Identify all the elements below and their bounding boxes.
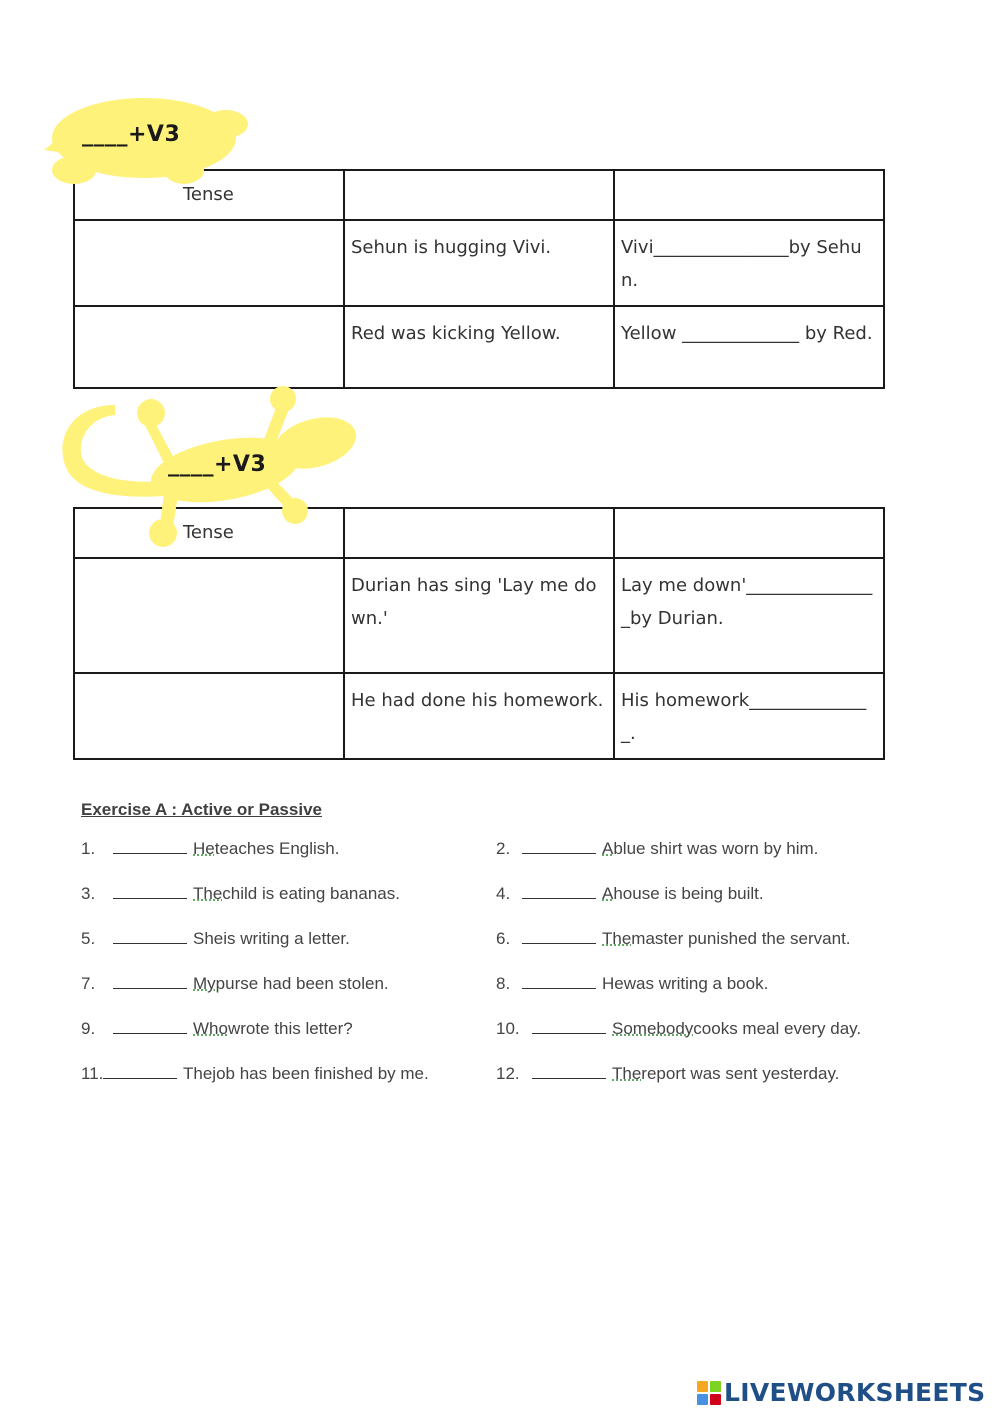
- gecko-sticker: [55, 385, 365, 550]
- tense-cell[interactable]: [74, 673, 344, 759]
- item-number: 11.: [81, 1064, 104, 1083]
- item-first-word: He: [193, 839, 215, 858]
- table-row: [74, 306, 884, 388]
- turtle-sticker-label: ____+V3: [82, 122, 181, 147]
- tense-cell[interactable]: [74, 306, 344, 388]
- table-row: [74, 220, 884, 306]
- exercise-item: [81, 882, 400, 904]
- gecko-sticker-label: ____+V3: [168, 452, 267, 477]
- item-number: 1.: [81, 839, 96, 858]
- turtle-sticker: [44, 92, 254, 192]
- item-text: purse had been stolen.: [215, 974, 389, 993]
- item-number: 7.: [81, 974, 96, 993]
- answer-blank[interactable]: [113, 927, 187, 944]
- answer-blank[interactable]: [522, 972, 596, 989]
- passive-sentence: Vivi_______________by Sehun.: [614, 220, 884, 306]
- logo-text: LIVEWORKSHEETS: [724, 1378, 986, 1407]
- active-sentence: Red was kicking Yellow.: [344, 306, 614, 388]
- item-number: 5.: [81, 929, 96, 948]
- item-text: is writing a letter.: [223, 929, 350, 948]
- item-text: job has been finished by me.: [212, 1064, 429, 1083]
- item-text: house is being built.: [613, 884, 764, 903]
- header-passive[interactable]: [614, 508, 884, 558]
- item-text: child is eating bananas.: [222, 884, 400, 903]
- tense-cell[interactable]: [74, 558, 344, 673]
- header-tense: Tense: [74, 508, 344, 558]
- header-active[interactable]: [344, 508, 614, 558]
- answer-blank[interactable]: [532, 1017, 606, 1034]
- tense-cell[interactable]: [74, 220, 344, 306]
- item-text: was writing a book.: [623, 974, 769, 993]
- exercise-item: [496, 1017, 861, 1039]
- item-number: 4.: [496, 884, 511, 903]
- item-text: master punished the servant.: [631, 929, 851, 948]
- exercise-item: [81, 972, 389, 994]
- item-number: 6.: [496, 929, 511, 948]
- exercise-item: [496, 927, 851, 949]
- exercise-item: [81, 1062, 429, 1084]
- item-first-word: The: [602, 929, 632, 948]
- item-number: 8.: [496, 974, 511, 993]
- answer-blank[interactable]: [522, 927, 596, 944]
- item-number: 12.: [496, 1064, 520, 1083]
- logo-block: [710, 1394, 721, 1405]
- item-text: wrote this letter?: [227, 1019, 353, 1038]
- item-first-word: A: [602, 884, 614, 903]
- passive-sentence: Yellow _____________ by Red.: [614, 306, 884, 388]
- active-sentence: Durian has sing 'Lay me down.': [344, 558, 614, 673]
- logo-block: [710, 1381, 721, 1392]
- logo-icon: [697, 1381, 721, 1405]
- item-first-word: My: [193, 974, 216, 993]
- item-first-word: Somebody: [612, 1019, 694, 1038]
- item-number: 10.: [496, 1019, 520, 1038]
- answer-blank[interactable]: [522, 837, 596, 854]
- liveworksheets-logo: [697, 1378, 985, 1407]
- item-text: blue shirt was worn by him.: [613, 839, 819, 858]
- item-first-word: He: [602, 974, 624, 993]
- exercise-item: [496, 882, 764, 904]
- header-tense: Tense: [74, 170, 344, 220]
- header-active[interactable]: [344, 170, 614, 220]
- exercise-item: [81, 837, 339, 859]
- answer-blank[interactable]: [532, 1062, 606, 1079]
- exercise-item: [496, 837, 818, 859]
- item-first-word: The: [193, 884, 223, 903]
- answer-blank[interactable]: [113, 1017, 187, 1034]
- item-number: 9.: [81, 1019, 96, 1038]
- item-text: teaches English.: [214, 839, 340, 858]
- header-passive[interactable]: [614, 170, 884, 220]
- passive-sentence: His homework______________.: [614, 673, 884, 759]
- answer-blank[interactable]: [522, 882, 596, 899]
- item-first-word: Who: [193, 1019, 228, 1038]
- exercise-item: [496, 1062, 839, 1084]
- item-number: 3.: [81, 884, 96, 903]
- table-row: [74, 558, 884, 673]
- answer-blank[interactable]: [103, 1062, 177, 1079]
- voice-table-1: [73, 169, 885, 389]
- table-row: [74, 673, 884, 759]
- answer-blank[interactable]: [113, 882, 187, 899]
- item-first-word: The: [183, 1064, 213, 1083]
- exercise-item: [496, 972, 768, 994]
- item-first-word: A: [602, 839, 614, 858]
- exercise-item: [81, 927, 350, 949]
- exercise-title: Exercise A : Active or Passive: [81, 800, 322, 819]
- item-first-word: The: [612, 1064, 642, 1083]
- item-text: report was sent yesterday.: [641, 1064, 840, 1083]
- item-number: 2.: [496, 839, 511, 858]
- logo-block: [697, 1381, 708, 1392]
- exercise-item: [81, 1017, 353, 1039]
- logo-block: [697, 1394, 708, 1405]
- active-sentence: He had done his homework.: [344, 673, 614, 759]
- active-sentence: Sehun is hugging Vivi.: [344, 220, 614, 306]
- answer-blank[interactable]: [113, 972, 187, 989]
- item-text: cooks meal every day.: [693, 1019, 862, 1038]
- passive-sentence: Lay me down'_______________by Durian.: [614, 558, 884, 673]
- answer-blank[interactable]: [113, 837, 187, 854]
- item-first-word: She: [193, 929, 224, 948]
